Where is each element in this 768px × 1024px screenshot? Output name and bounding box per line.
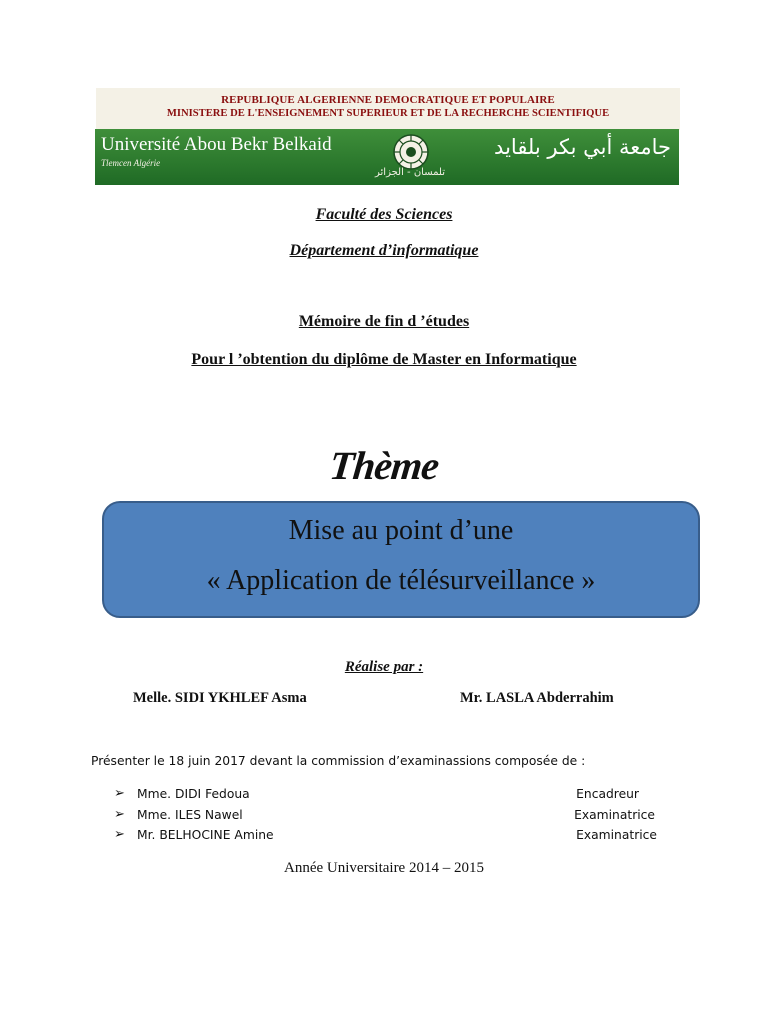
committee-member bbox=[114, 828, 659, 846]
realised-by-label: Réalise par : bbox=[344, 659, 424, 675]
republic-title: REPUBLIQUE ALGERIENNE DEMOCRATIQUE ET POPULAIRE bbox=[221, 94, 555, 106]
committee-member bbox=[114, 787, 659, 805]
thesis-title-box bbox=[102, 501, 700, 618]
committee-member bbox=[114, 808, 659, 826]
ministry-title: MINISTERE DE L'ENSEIGNEMENT SUPERIEUR ET DE LA RECHERCHE SCIENTIFIQUE bbox=[166, 108, 610, 119]
author-name: Melle. SIDI YKHLEF Asma bbox=[133, 690, 307, 706]
university-name-ar: جامعة أبي بكر بلقايد bbox=[494, 135, 671, 159]
university-city-ar: تلمسان - الجزائر bbox=[374, 167, 446, 178]
department-title: Département d’informatique bbox=[289, 242, 479, 259]
member-role: Examinatrice bbox=[576, 828, 657, 842]
academic-year: Année Universitaire 2014 – 2015 bbox=[284, 860, 484, 876]
university-emblem-icon bbox=[391, 132, 431, 172]
member-role: Encadreur bbox=[576, 787, 639, 801]
committee-intro: Présenter le 18 juin 2017 devant la commission d’examinassions composée de : bbox=[91, 754, 586, 768]
thesis-title-line-2: « Application de télésurveillance » bbox=[206, 565, 596, 596]
author-name: Mr. LASLA Abderrahim bbox=[460, 690, 614, 706]
university-banner bbox=[95, 129, 679, 185]
university-city-fr: Tlemcen Algérie bbox=[101, 158, 161, 168]
degree-subtitle: Pour l ’obtention du diplôme de Master en Informatique bbox=[191, 351, 577, 368]
arrow-bullet-icon: ➢ bbox=[114, 827, 125, 842]
university-name-fr: Université Abou Bekr Belkaid bbox=[101, 134, 332, 155]
ministry-header bbox=[96, 88, 680, 130]
arrow-bullet-icon: ➢ bbox=[114, 807, 125, 822]
member-name: Mme. DIDI Fedoua bbox=[137, 787, 250, 801]
faculty-title: Faculté des Sciences bbox=[315, 206, 453, 223]
arrow-bullet-icon: ➢ bbox=[114, 786, 125, 801]
thesis-title-line-1: Mise au point d’une bbox=[288, 515, 514, 546]
memoire-title: Mémoire de fin d ’études bbox=[298, 313, 470, 330]
theme-heading: Thème bbox=[327, 443, 441, 488]
member-name: Mr. BELHOCINE Amine bbox=[137, 828, 274, 842]
member-name: Mme. ILES Nawel bbox=[137, 808, 243, 822]
member-role: Examinatrice bbox=[574, 808, 655, 822]
